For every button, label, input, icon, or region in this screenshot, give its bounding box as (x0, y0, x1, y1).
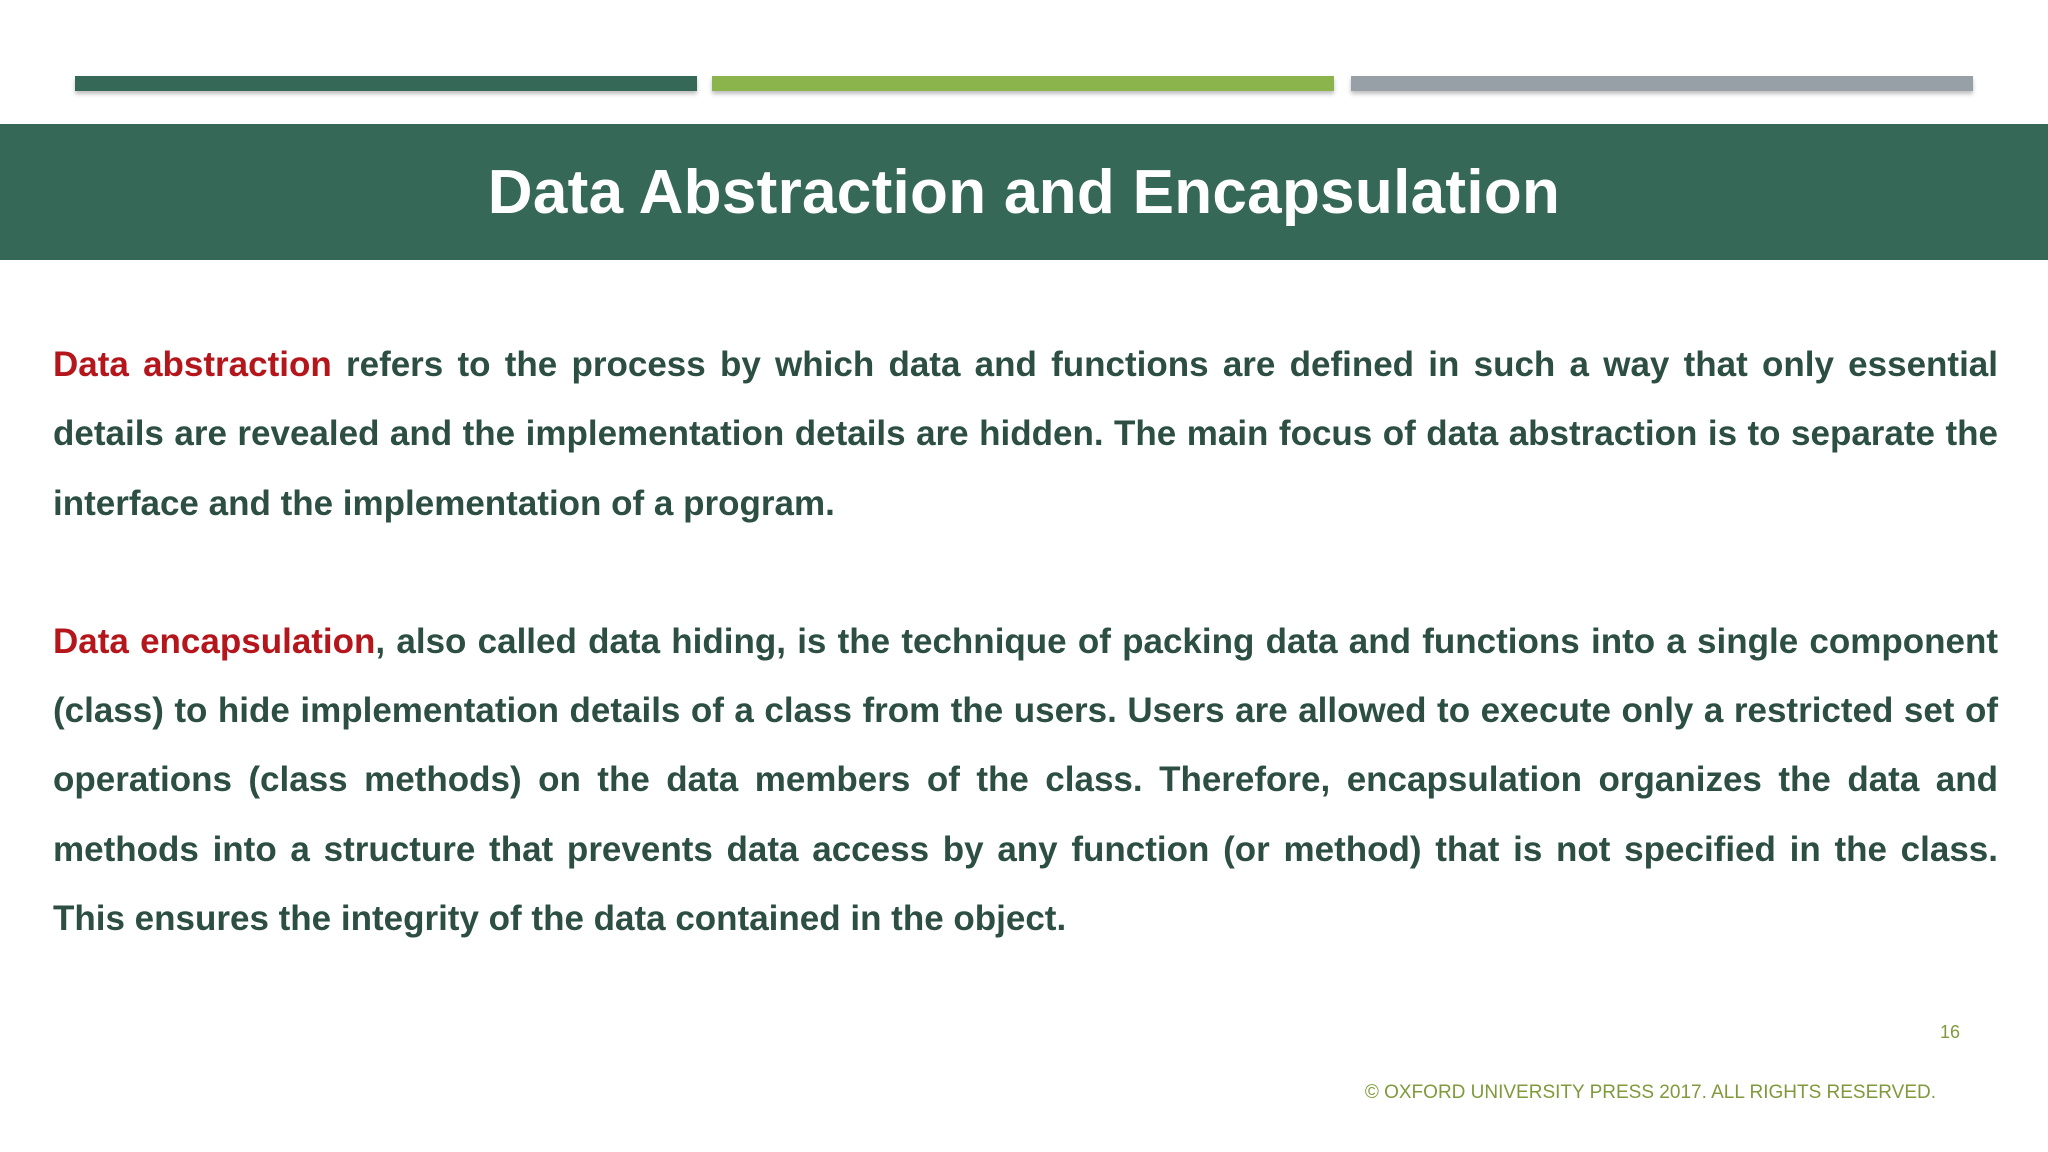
slide-content (53, 330, 1998, 953)
light-green-bar (712, 76, 1334, 91)
encapsulation-term: Data encapsulation (53, 621, 376, 661)
encapsulation-definition: , also called data hiding, is the technique of packing data and functions into a single component (class) to hide implementation details of a class from the users. Users are allowed to execute only a restricted set of operations (class methods) on the data members of the class. Therefore, encapsulation organizes the data and methods into a structure that prevents data access by any function (or method) that is not specified in the class. This ensures the integrity of the data contained in the object. (53, 621, 1998, 939)
decorative-top-bars (75, 76, 1973, 93)
abstraction-definition: refers to the process by which data and functions are defined in such a way that only essential details are revealed and the implementation details are hidden. The main focus of data abstraction is to separate the interface and the implementation of a program. (53, 345, 1998, 523)
abstraction-paragraph (53, 330, 1998, 538)
slide-title: Data Abstraction and Encapsulation (487, 157, 1561, 227)
gray-bar (1351, 76, 1973, 91)
title-band (0, 124, 2048, 260)
abstraction-term: Data abstraction (53, 345, 332, 384)
dark-green-bar (75, 76, 697, 91)
encapsulation-paragraph (53, 607, 1998, 953)
copyright-notice: © OXFORD UNIVERSITY PRESS 2017. ALL RIGHTS RESERVED. (1364, 1082, 1936, 1103)
page-number: 16 (1939, 1022, 1960, 1042)
